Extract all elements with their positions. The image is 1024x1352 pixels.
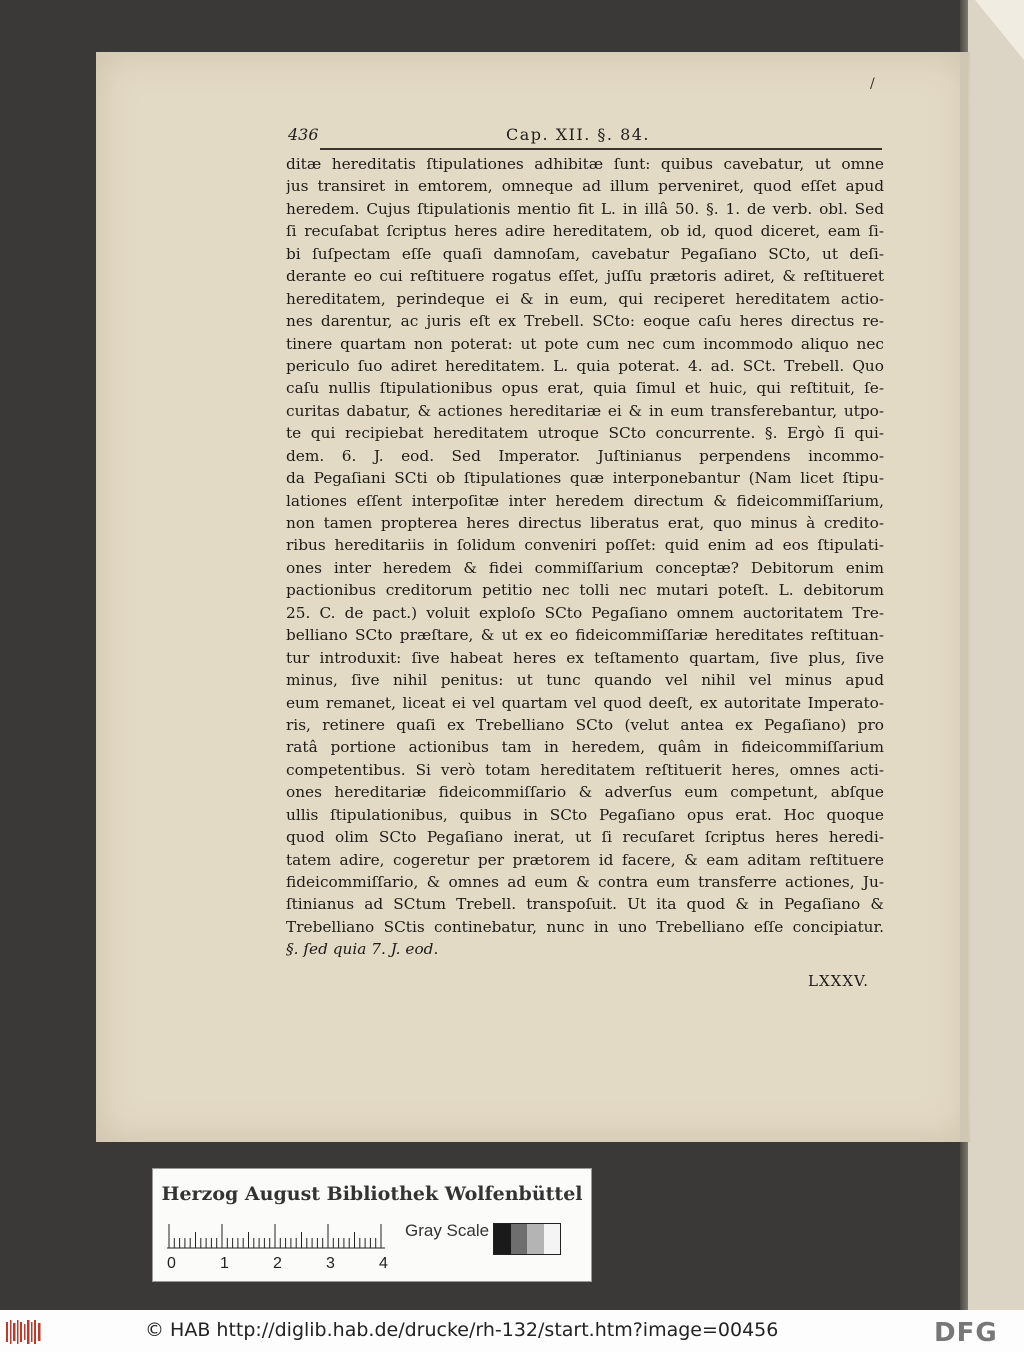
text-line: dem. 6. J. eod. Sed Imperator. Juſtinianus perpendens incommo- <box>286 446 884 465</box>
text-line: hereditatem, perindeque ei & in eum, qui reciperet hereditatem actio- <box>286 289 884 308</box>
text-line: competentibus. Si verò totam hereditatem reſtituerit heres, omnes acti- <box>286 760 884 779</box>
text-line: periculo ſuo adiret hereditatem. L. quia poterat. 4. ad. SCt. Trebell. Quo <box>286 356 884 375</box>
text-line: tinere quartam non poterat: ut pote cum nec cum incommodo aliquo nec <box>286 334 884 353</box>
text-line: te qui recipiebat hereditatem utroque SCto concurrente. §. Ergò ſi qui- <box>286 424 884 443</box>
text-line: curitas dabatur, & actiones hereditariæ ei & in eum transferebantur, utpo- <box>286 401 884 420</box>
text-line: ratâ portione actionibus tam in heredem, quâm in fideicommiſſarium <box>286 738 884 757</box>
catchword: LXXXV. <box>808 972 869 990</box>
gray-swatch <box>511 1224 528 1254</box>
body-text <box>286 153 884 961</box>
text-line: quod olim SCto Pegaſiano inerat, ut ſi recuſaret ſcriptus heres heredi- <box>286 828 884 847</box>
page-number: 436 <box>288 125 319 144</box>
gray-scale-label: Gray Scale <box>405 1221 490 1240</box>
text-line: minus, ſive nihil penitus: ut tunc quando vel nihil vel minus apud <box>286 671 884 690</box>
facing-page-corner <box>975 0 1024 60</box>
gray-swatch <box>544 1224 561 1254</box>
text-line: Trebelliano SCtis continebatur, nunc in uno Trebelliano eſſe concipiatur. <box>286 917 884 936</box>
ruler-number: 2 <box>273 1255 282 1272</box>
text-line: fideicommiſſario, & omnes ad eum & contra eum transferre actiones, Ju- <box>286 873 884 891</box>
color-scale-card <box>152 1168 592 1282</box>
gray-swatch <box>494 1224 511 1254</box>
text-line: jus transiret in emtorem, omneque ad illum perveniret, quod eſſet apud <box>286 177 884 196</box>
text-line: caſu nullis ſtipulationibus opus erat, quia ſimul et huic, qui reſtituit, ſe- <box>286 379 884 398</box>
head-rule <box>320 148 882 150</box>
chapter-heading: Cap. XII. §. 84. <box>506 125 651 144</box>
gray-scale-swatches <box>493 1223 561 1255</box>
ruler <box>167 1223 385 1249</box>
text-line: ditæ hereditatis ſtipulationes adhibitæ ſunt: quibus cavebatur, ut omne <box>286 155 884 173</box>
text-line: non tamen propterea heres directus liberatus erat, quo minus à credito- <box>286 514 884 532</box>
library-name: Herzog August Bibliothek Wolfenbüttel <box>161 1183 583 1205</box>
text-line: ſi recuſabat ſcriptus heres adire hereditatem, ob id, quod diceret, eam ſi- <box>286 222 884 241</box>
ruler-number: 1 <box>220 1255 229 1272</box>
ruler-number: 3 <box>326 1255 335 1272</box>
text-line: ribus hereditariis in ſolidum conveniri poſſet: quid enim ad eos ſtipulati- <box>286 536 884 555</box>
text-line: ris, retinere quaſi ex Trebelliano SCto (velut antea ex Pegaſiano) pro <box>286 715 884 734</box>
dfg-logo: DFG <box>934 1318 998 1348</box>
facing-page-edge <box>968 0 1024 1310</box>
text-line: ones inter heredem & fidei commiſſarium conceptæ? Debitorum enim <box>286 558 884 577</box>
margin-mark: / <box>870 76 875 92</box>
library-barcode-icon <box>6 1320 42 1344</box>
text-line: ullis ſtipulationibus, quibus in SCto Pegaſiano opus erat. Hoc quoque <box>286 805 884 824</box>
text-line: §. ſed quia 7. J. eod. <box>286 940 439 959</box>
text-line: 25. C. de pact.) voluit exploſo SCto Pegaſiano omnem auctoritatem Tre- <box>286 603 884 622</box>
text-line: heredem. Cujus ſtipulationis mentio fit L. in illâ 50. §. 1. de verb. obl. Sed <box>286 199 884 218</box>
text-line: ones hereditariæ fideicommiſſario & adverſus eum competunt, abſque <box>286 783 884 802</box>
text-line: eum remanet, liceat ei vel quartam vel quod deeſt, ex autoritate Imperato- <box>286 693 884 712</box>
text-line: lationes eſſent interpoſitæ inter heredem directum & fideicommiſſarium, <box>286 491 884 510</box>
ruler-number: 0 <box>167 1255 176 1272</box>
text-line: bi ſuſpectam eſſe quaſi damnoſam, cavebatur Pegaſiano SCto, ut deſi- <box>286 244 884 263</box>
copyright-link[interactable]: © HAB http://diglib.hab.de/drucke/rh-132/start.htm?image=00456 <box>145 1319 779 1341</box>
text-line: tatem adire, cogeretur per prætorem id facere, & eam aditam reſtituere <box>286 850 884 869</box>
ruler-numbers <box>167 1255 397 1275</box>
text-line: nes darentur, ac juris eſt ex Trebell. SCto: eoque caſu heres directus re- <box>286 312 884 331</box>
text-line: da Pegaſiani SCti ob ſtipulationes quæ interponebantur (Nam licet ſtipu- <box>286 469 884 488</box>
gray-swatch <box>527 1224 544 1254</box>
text-line: belliano SCto præſtare, & ut ex eo fideicommiſſariæ hereditates reſtituan- <box>286 626 884 645</box>
text-line: tur introduxit: ſive habeat heres ex teſtamento quartam, ſive plus, ſive <box>286 648 884 667</box>
footer-bar <box>0 1310 1024 1352</box>
text-line: ſtinianus ad SCtum Trebell. transpoſuit. Ut ita quod & in Pegaſiano & <box>286 895 884 914</box>
text-line: pactionibus creditorum petitio nec tolli nec mutari poteſt. L. debitorum <box>286 581 884 600</box>
text-line: derante eo cui reſtituere rogatus eſſet, juſſu prætoris adiret, & reſtitueret <box>286 267 884 286</box>
ruler-number: 4 <box>379 1255 388 1272</box>
page-edge <box>960 52 968 1142</box>
